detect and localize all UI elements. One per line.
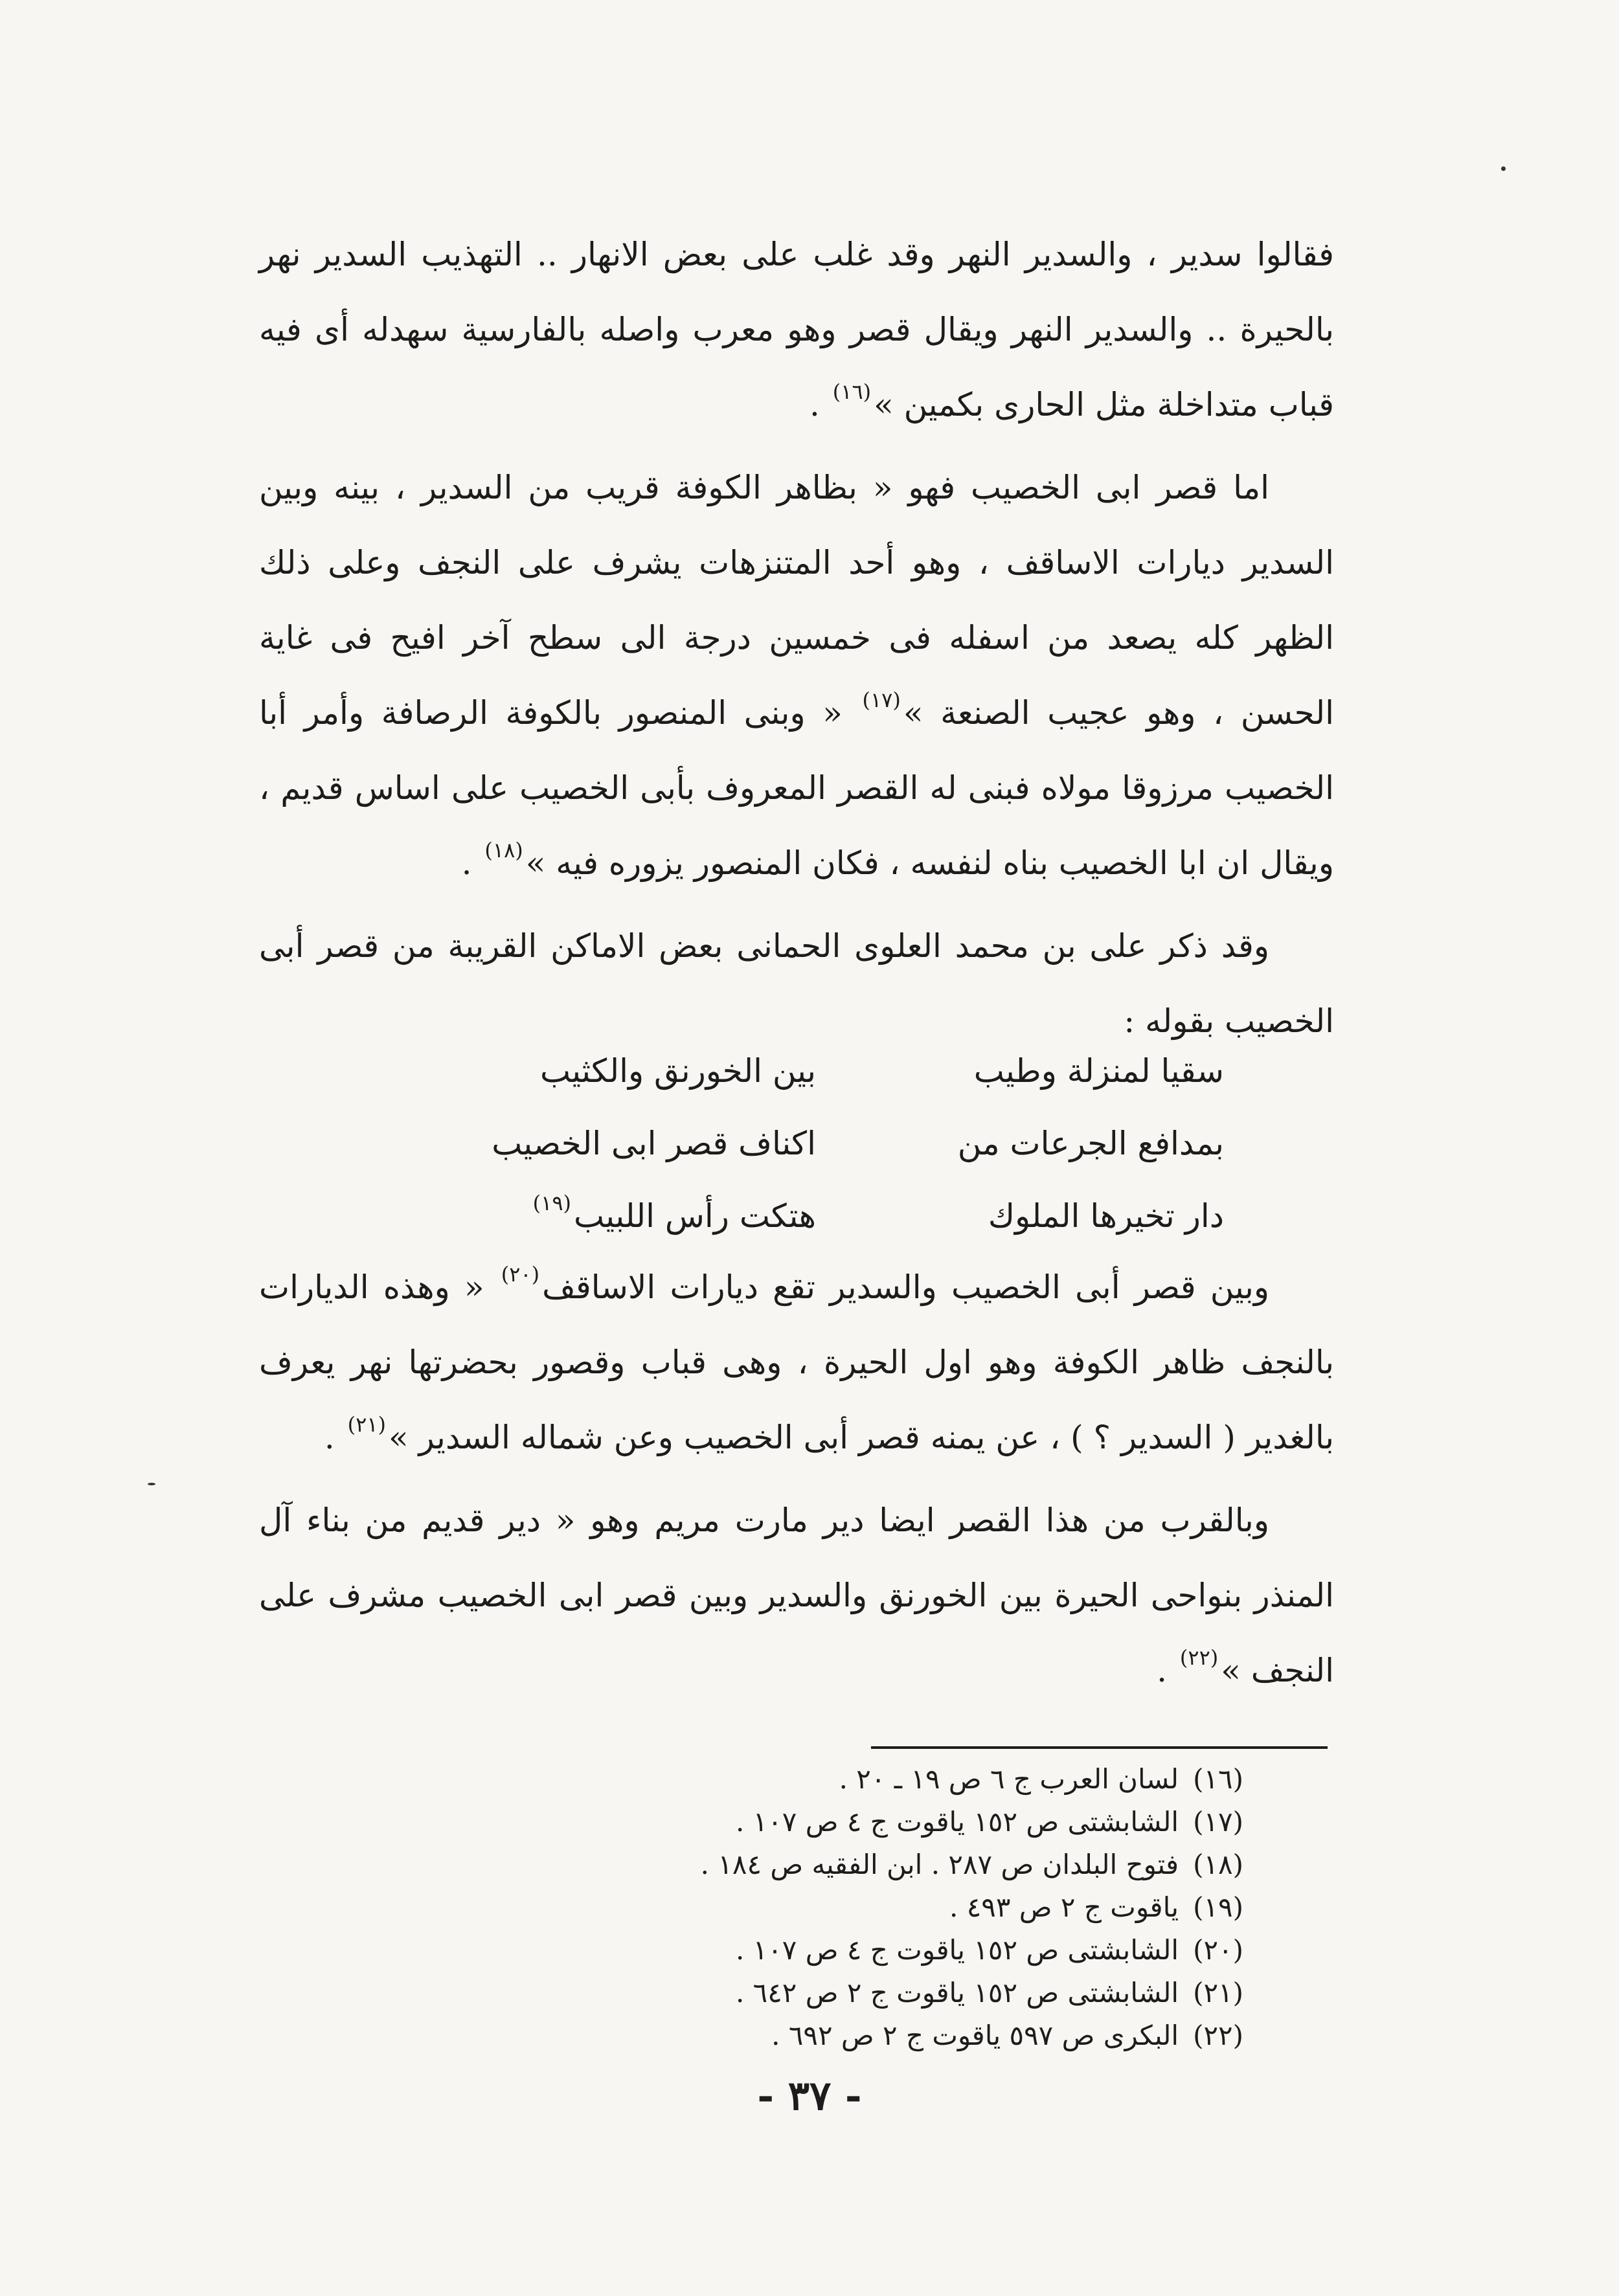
footnote-ref: (٢٢)	[1179, 1645, 1219, 1670]
footnote-ref: (١٧)	[862, 688, 901, 712]
footnote-text: فتوح البلدان ص ٢٨٧ . ابن الفقيه ص ١٨٤ .	[700, 1849, 1179, 1880]
poem-hemistich-first: دار تخيرها الملوك	[988, 1197, 1224, 1235]
paragraph-4: وبين قصر أبى الخصيب والسدير تقع ديارات الاساقف$^{(٢٠)}$ « وهذه الديارات بالنجف ظاهر الكوفة وهو اول الحيرة ، وهى قباب وقصور بحضرتها نهر يعرف بالغدير ( السدير ؟ ) ، عن يمنه قصر أبى الخصيب وعن شماله السدير »$^{(٢١)}$ .	[259, 1262, 1334, 1456]
footnote-item	[389, 2014, 1243, 2057]
poem-hemistich-second: اكناف قصر ابى الخصيب	[492, 1125, 816, 1162]
footnote-item	[389, 1886, 1243, 1929]
footnote-item	[389, 1972, 1243, 2014]
footnote-number: (١٨)	[1193, 1849, 1243, 1880]
main-text	[259, 217, 1334, 1059]
footnote-item	[389, 1801, 1243, 1843]
footnote-text: الشابشتى ص ١٥٢ ياقوت ج ٤ ص ١٠٧ .	[735, 1934, 1179, 1966]
footnote-number: (١٧)	[1193, 1806, 1243, 1838]
footnote-item	[389, 1929, 1243, 1972]
footnote-text: البكرى ص ٥٩٧ ياقوت ج ٢ ص ٦٩٢ .	[771, 2020, 1179, 2051]
poem-verse	[259, 1180, 1334, 1252]
paragraph-2: اما قصر ابى الخصيب فهو « بظاهر الكوفة قريب من السدير ، بينه وبين السدير ديارات الاساقف ، وهو أحد المتنزهات يشرف على النجف وعلى ذلك الظهر كله يصعد من اسفله فى خمسين درجة الى سطح آخر افيح فى غاية الحسن ، وهو عجيب الصنعة »$^{(١٧)}$ « وبنى المنصور بالكوفة الرصافة وأمر أبا الخصيب مرزوقا مولاه فبنى له القصر المعروف بأبى الخصيب على اساس قديم ، ويقال ان ابا الخصيب بناه لنفسه ، فكان المنصور يزوره فيه »$^{(١٨)}$ .	[259, 469, 1334, 882]
footnote-divider	[871, 1746, 1328, 1749]
paragraph-5: وبالقرب من هذا القصر ايضا دير مارت مريم وهو « دير قديم من بناء آل المنذر بنواحى الحيرة بين الخورنق والسدير وبين قصر ابى الخصيب مشرف على النجف »$^{(٢٢)}$ .	[259, 1502, 1334, 1689]
footnote-text: الشابشتى ص ١٥٢ ياقوت ج ٤ ص ١٠٧ .	[735, 1806, 1179, 1838]
scan-speck	[1501, 166, 1506, 171]
poem-hemistich-first: سقيا لمنزلة وطيب	[973, 1052, 1224, 1090]
page-number: - ٣٧ -	[757, 2072, 862, 2119]
paragraph-1: فقالوا سدير ، والسدير النهر وقد غلب على بعض الانهار .. التهذيب السدير نهر بالحيرة .. والسدير النهر ويقال قصر وهو معرب واصله بالفارسية سهدله أى فيه قباب متداخلة مثل الحارى بكمين »$^{(١٦)}$ .	[259, 236, 1334, 423]
scan-speck	[148, 1483, 155, 1485]
footnote-number: (١٩)	[1193, 1891, 1243, 1923]
footnote-number: (١٦)	[1193, 1763, 1243, 1795]
footnote-text: لسان العرب ج ٦ ص ١٩ ـ ٢٠ .	[839, 1763, 1179, 1795]
footnote-ref: (٢١)	[347, 1412, 386, 1437]
footnote-item	[389, 1758, 1243, 1801]
footnote-ref: (٢٠)	[501, 1262, 540, 1287]
poem	[259, 1035, 1334, 1252]
footnote-number: (٢٢)	[1193, 2020, 1243, 2051]
poem-verse	[259, 1107, 1334, 1180]
footnote-number: (٢١)	[1193, 1977, 1243, 2009]
paragraph-3: وقد ذكر على بن محمد العلوى الحمانى بعض الاماكن القريبة من قصر أبى الخصيب بقوله :	[259, 927, 1334, 1040]
poem-hemistich-first: بمدافع الجرعات من	[957, 1125, 1224, 1162]
footnotes	[389, 1758, 1243, 2057]
footnote-text: الشابشتى ص ١٥٢ ياقوت ج ٢ ص ٦٤٢ .	[735, 1977, 1179, 2009]
poem-hemistich-second: بين الخورنق والكثيب	[539, 1052, 816, 1090]
main-text-continued	[259, 1250, 1334, 1708]
footnote-ref: (١٦)	[832, 379, 872, 404]
footnote-item	[389, 1843, 1243, 1886]
footnote-ref: (١٨)	[484, 838, 523, 862]
footnote-text: ياقوت ج ٢ ص ٤٩٣ .	[949, 1891, 1179, 1923]
footnote-ref: (١٩)	[532, 1191, 572, 1215]
poem-hemistich-second: هتكت رأس اللبيب$^{(١٩)}$	[259, 1197, 842, 1235]
footnote-number: (٢٠)	[1193, 1934, 1243, 1966]
poem-verse	[259, 1035, 1334, 1107]
